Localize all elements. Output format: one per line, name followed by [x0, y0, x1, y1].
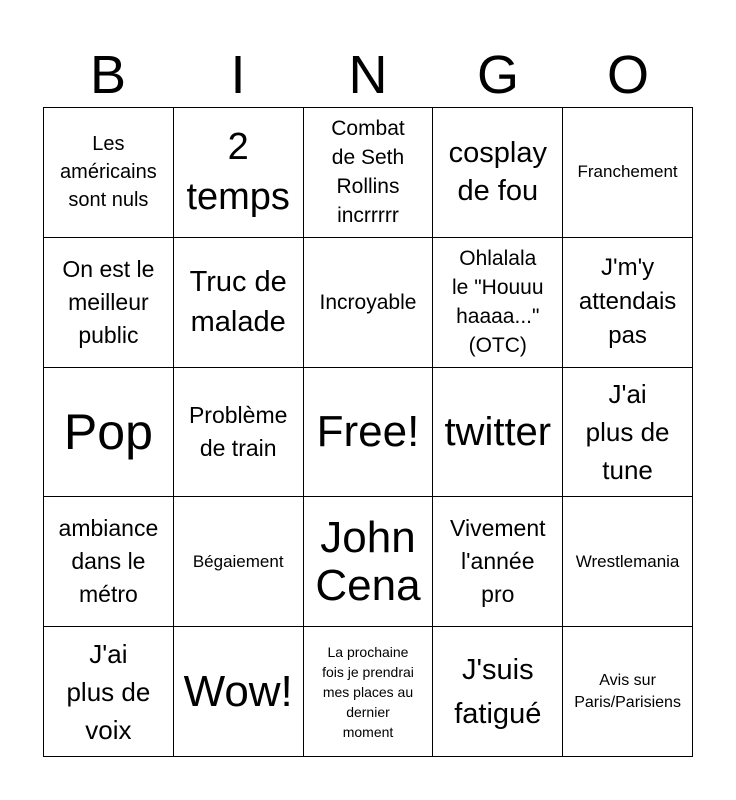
- bingo-cell-r2c1[interactable]: [44, 238, 174, 368]
- bingo-cell-r4c5[interactable]: [563, 497, 693, 627]
- bingo-cell-text: ambiance dans le métro: [58, 515, 159, 608]
- bingo-cell-r2c3[interactable]: [304, 238, 434, 368]
- bingo-cell-text: Avis sur Paris/Parisiens: [574, 671, 681, 711]
- bingo-cell-text: Ohlalala le "Houuu haaaa..." (OTC): [452, 247, 544, 358]
- bingo-cell-text: On est le meilleur public: [62, 255, 155, 348]
- bingo-cell-r5c4[interactable]: [433, 627, 563, 757]
- bingo-cell-text: Free!: [316, 406, 420, 456]
- bingo-cell-text: twitter: [444, 409, 552, 454]
- bingo-cell-r3c3[interactable]: [304, 368, 434, 498]
- bingo-cell-text: Combat de Seth Rollins incrrrrr: [331, 117, 405, 228]
- bingo-cell-r4c3[interactable]: [304, 497, 434, 627]
- bingo-cell-r4c1[interactable]: [44, 497, 174, 627]
- header-letter-g: G: [476, 45, 519, 105]
- bingo-cell-text: cosplay de fou: [448, 137, 547, 208]
- bingo-cell-r3c4[interactable]: [433, 368, 563, 498]
- bingo-cell-r5c2[interactable]: [174, 627, 304, 757]
- bingo-cell-text: J'ai plus de voix: [66, 638, 151, 745]
- bingo-cell-text: La prochaine fois je prendrai mes places au dernier moment: [322, 643, 414, 740]
- bingo-cell-text: Bégaiement: [192, 551, 284, 571]
- bingo-cell-r3c5[interactable]: [563, 368, 693, 498]
- bingo-cell-text: Franchement: [577, 162, 678, 182]
- bingo-cell-text: John Cena: [315, 512, 421, 610]
- bingo-cell-text: Vivement l'année pro: [450, 515, 546, 608]
- bingo-cell-r4c4[interactable]: [433, 497, 563, 627]
- bingo-cell-text: Problème de train: [188, 401, 288, 461]
- header-letter-b: B: [89, 45, 127, 105]
- bingo-board: [43, 107, 693, 757]
- bingo-cell-r2c2[interactable]: [174, 238, 304, 368]
- bingo-cell-text: J'm'y attendais pas: [578, 254, 677, 350]
- bingo-cell-text: Incroyable: [319, 290, 417, 314]
- bingo-cell-text: Wrestlemania: [575, 551, 680, 571]
- bingo-cell-r1c3[interactable]: [304, 108, 434, 238]
- bingo-cell-r4c2[interactable]: [174, 497, 304, 627]
- bingo-cell-r2c5[interactable]: [563, 238, 693, 368]
- bingo-cell-text: J'suis fatigué: [454, 653, 542, 730]
- bingo-cell-text: 2 temps: [186, 126, 290, 219]
- bingo-cell-r5c5[interactable]: [563, 627, 693, 757]
- bingo-header: [43, 44, 693, 106]
- bingo-cell-r2c4[interactable]: [433, 238, 563, 368]
- bingo-cell-r1c2[interactable]: [174, 108, 304, 238]
- header-letter-i: I: [230, 45, 246, 105]
- header-letter-n: N: [348, 45, 388, 105]
- bingo-cell-r5c1[interactable]: [44, 627, 174, 757]
- bingo-cell-text: Pop: [63, 403, 153, 460]
- bingo-cell-text: Les américains sont nuls: [60, 133, 157, 212]
- bingo-cell-text: Wow!: [183, 666, 293, 716]
- bingo-cell-r1c5[interactable]: [563, 108, 693, 238]
- bingo-cell-r1c1[interactable]: [44, 108, 174, 238]
- bingo-cell-r3c2[interactable]: [174, 368, 304, 498]
- bingo-cell-r5c3[interactable]: [304, 627, 434, 757]
- header-letter-o: O: [606, 45, 649, 105]
- bingo-cell-text: J'ai plus de tune: [585, 378, 670, 485]
- bingo-cell-r3c1[interactable]: [44, 368, 174, 498]
- bingo-cell-text: Truc de malade: [189, 266, 287, 339]
- bingo-cell-r1c4[interactable]: [433, 108, 563, 238]
